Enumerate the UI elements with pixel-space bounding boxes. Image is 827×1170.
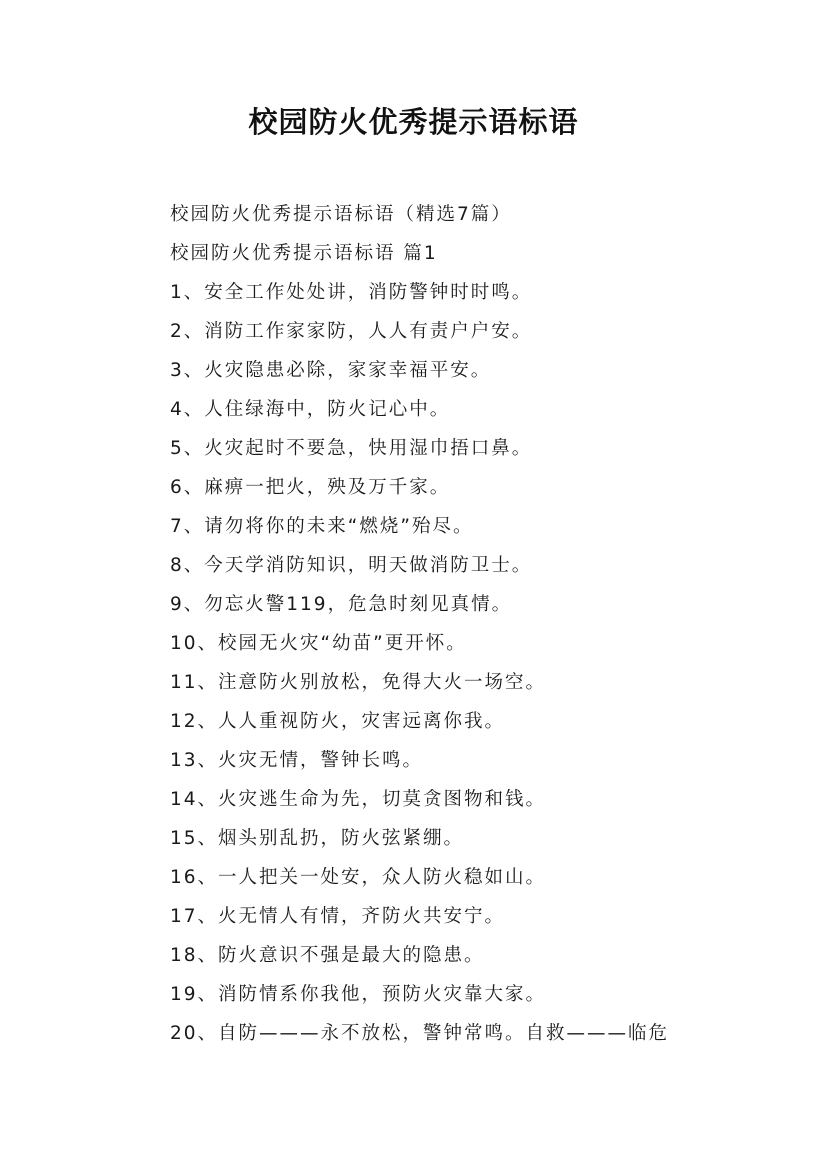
list-item: 7、请勿将你的未来“燃烧”殆尽。 (170, 516, 474, 537)
document-body (170, 195, 790, 1053)
list-item: 2、消防工作家家防，人人有责户户安。 (170, 321, 533, 342)
list-item: 4、人住绿海中，防火记心中。 (170, 399, 451, 420)
list-item: 9、勿忘火警119，危急时刻见真情。 (170, 594, 513, 615)
list-item: 11、注意防火别放松，免得大火一场空。 (170, 672, 547, 693)
list-item: 19、消防情系你我他，预防火灾靠大家。 (170, 984, 547, 1005)
list-item: 3、火灾隐患必除，家家幸福平安。 (170, 360, 492, 381)
list-item: 14、火灾逃生命为先，切莫贪图物和钱。 (170, 789, 547, 810)
document-title: 校园防火优秀提示语标语 (248, 105, 579, 139)
list-item: 12、人人重视防火，灾害远离你我。 (170, 711, 506, 732)
list-item: 5、火灾起时不要急，快用湿巾捂口鼻。 (170, 438, 533, 459)
list-item: 8、今天学消防知识，明天做消防卫士。 (170, 555, 533, 576)
list-item: 15、烟头别乱扔，防火弦紧绷。 (170, 828, 465, 849)
list-item: 16、一人把关一处安，众人防火稳如山。 (170, 867, 547, 888)
list-item: 20、自防———永不放松，警钟常鸣。自救———临危 (170, 1023, 670, 1044)
list-item: 1、安全工作处处讲，消防警钟时时鸣。 (170, 282, 533, 303)
list-item: 10、校园无火灾“幼苗”更开怀。 (170, 633, 467, 654)
list-item: 13、火灾无情，警钟长鸣。 (170, 750, 424, 771)
list-item: 6、麻痹一把火，殃及万千家。 (170, 477, 451, 498)
list-item: 18、防火意识不强是最大的隐患。 (170, 945, 485, 966)
list-item: 17、火无情人有情，齐防火共安宁。 (170, 906, 506, 927)
section-heading: 校园防火优秀提示语标语 篇1 (170, 243, 438, 264)
document-subtitle: 校园防火优秀提示语标语（精选7篇） (170, 204, 512, 225)
